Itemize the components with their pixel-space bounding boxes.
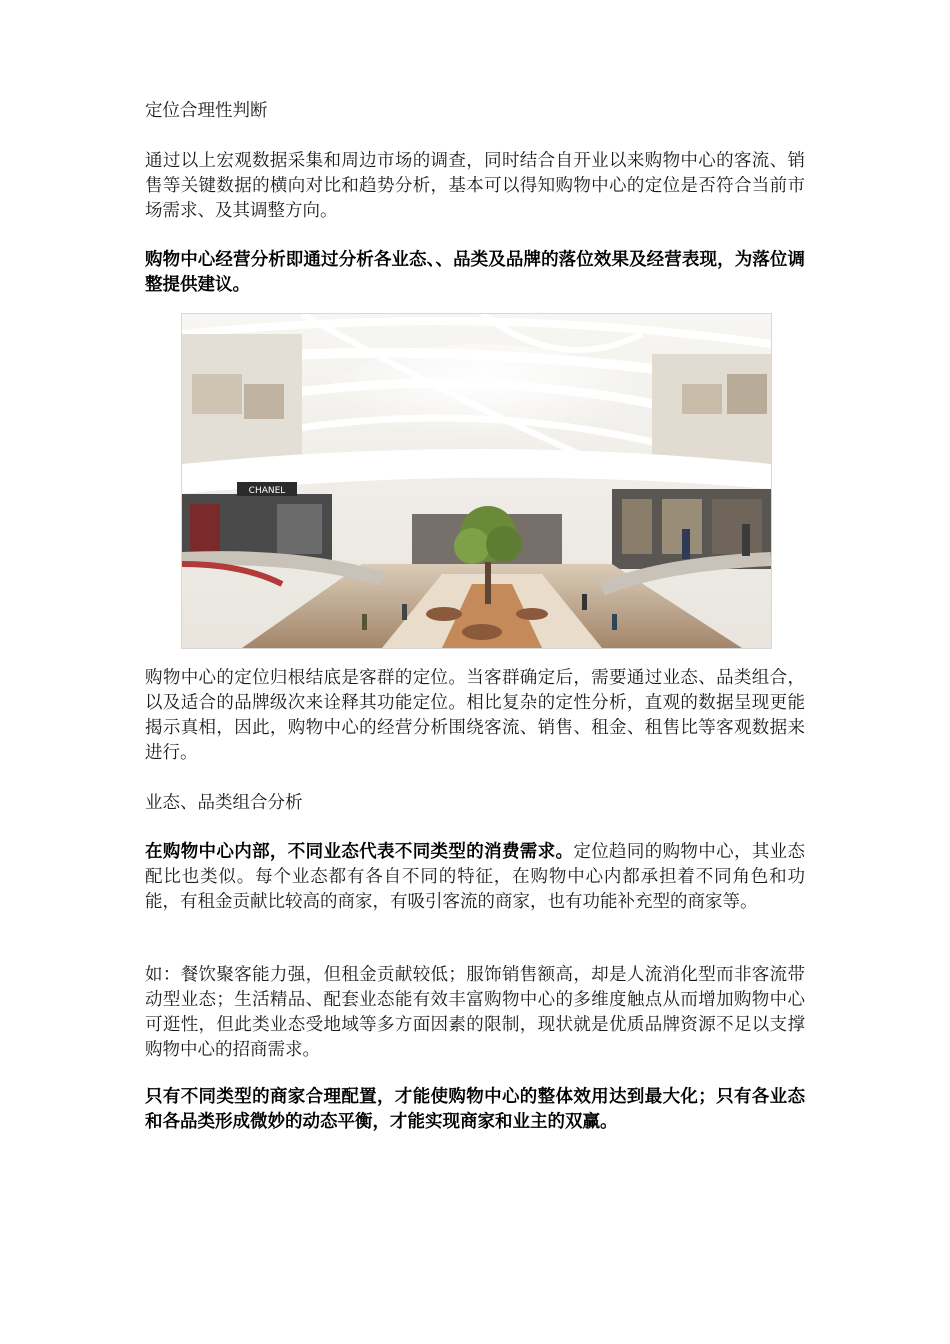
section-heading-format-category: 业态、品类组合分析 bbox=[145, 793, 303, 813]
section-heading-positioning: 定位合理性判断 bbox=[145, 101, 268, 121]
paragraph-format-examples: 如：餐饮聚客能力强，但租金贡献较低；服饰销售额高，却是人流消化型而非客流带动型业态；生活精品、配套业态能有效丰富购物中心的多维度触点从而增加购物中心可逛性，但此类业态受地域等多方面因素的限制，现状就是优质品牌资源不足以支撑购物中心的招商需求。 bbox=[145, 965, 805, 1060]
paragraph-format-demand bbox=[145, 840, 805, 915]
paragraph-format-demand-rest: 定位趋同的购物中心，其业态配比也类似。每个业态都有各自不同的特征，在购物中心内都承担着不同角色和功能，有租金贡献比较高的商家，有吸引客流的商家，也有功能补充型的商家等。 bbox=[145, 842, 806, 912]
paragraph-market-survey: 通过以上宏观数据采集和周边市场的调查，同时结合自开业以来购物中心的客流、销售等关键数据的横向对比和趋势分析，基本可以得知购物中心的定位是否符合当前市场需求、及其调整方向。 bbox=[145, 151, 805, 221]
paragraph-format-demand-bold: 在购物中心内部，不同业态代表不同类型的消费需求。 bbox=[145, 842, 574, 862]
shopping-mall-atrium-image bbox=[181, 313, 772, 649]
paragraph-operation-analysis-bold: 购物中心经营分析即通过分析各业态、、品类及品牌的落位效果及经营表现，为落位调整提供建议。 bbox=[145, 250, 805, 295]
paragraph-customer-positioning: 购物中心的定位归根结底是客群的定位。当客群确定后，需要通过业态、品类组合，以及适合的品牌级次来诠释其功能定位。相比复杂的定性分析，直观的数据呈现更能揭示真相，因此，购物中心的经营分析围绕客流、销售、租金、租售比等客观数据来进行。 bbox=[145, 668, 805, 763]
chanel-sign: CHANEL bbox=[248, 486, 286, 496]
paragraph-conclusion-bold: 只有不同类型的商家合理配置，才能使购物中心的整体效用达到最大化；只有各业态和各品类形成微妙的动态平衡，才能实现商家和业主的双赢。 bbox=[145, 1087, 805, 1132]
